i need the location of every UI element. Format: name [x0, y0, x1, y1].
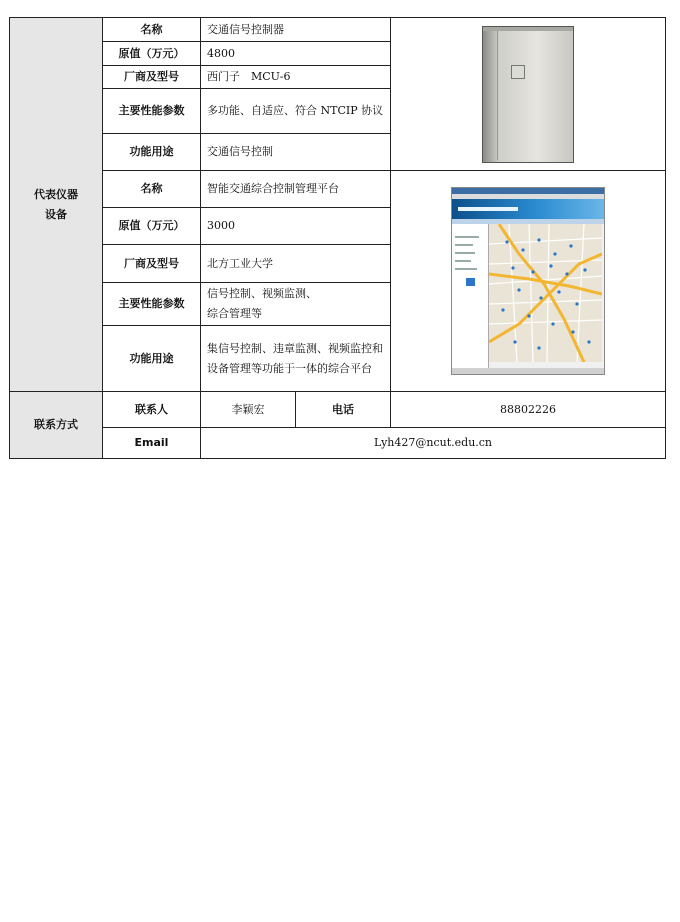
section-label-line-1: 代表仪器: [34, 187, 78, 201]
equipment-table: [9, 17, 666, 459]
section-label-line-2: 设备: [45, 207, 67, 221]
device2-image-cell: [391, 171, 666, 392]
device2-params-line-1: 信号控制、视频监测、: [207, 287, 317, 300]
device1-image-cell: [391, 18, 666, 171]
device2-maker: 北方工业大学: [201, 245, 391, 283]
device2-params: [201, 283, 391, 326]
city-map: [489, 224, 602, 362]
device1-name: 交通信号控制器: [201, 18, 391, 42]
device1-maker: 西门子 MCU-6: [201, 66, 391, 89]
device2-params-line-2: 综合管理等: [207, 307, 262, 320]
device2-usage-label: 功能用途: [103, 326, 201, 392]
device1-usage-label: 功能用途: [103, 134, 201, 171]
contact-phone-label: 电话: [296, 392, 391, 428]
device2-usage: 集信号控制、违章监测、视频监控和设备管理等功能于一体的综合平台: [201, 326, 391, 392]
device1-maker-label: 厂商及型号: [103, 66, 201, 89]
contact-label: 联系方式: [10, 392, 103, 459]
contact-person: 李颖宏: [201, 392, 296, 428]
device2-params-label: 主要性能参数: [103, 283, 201, 326]
device2-value-label: 原值（万元）: [103, 208, 201, 245]
device2-maker-label: 厂商及型号: [103, 245, 201, 283]
contact-email-label: Email: [103, 428, 201, 459]
section-label-cell: [10, 18, 103, 392]
contact-person-label: 联系人: [103, 392, 201, 428]
device1-value-label: 原值（万元）: [103, 42, 201, 66]
contact-phone: 88802226: [391, 392, 666, 428]
device2-name-label: 名称: [103, 171, 201, 208]
device1-params-label: 主要性能参数: [103, 89, 201, 134]
device1-params: 多功能、自适应、符合 NTCIP 协议: [201, 89, 391, 134]
device2-value: 3000: [201, 208, 391, 245]
device1-usage: 交通信号控制: [201, 134, 391, 171]
platform-screenshot: [451, 187, 605, 375]
device1-value: 4800: [201, 42, 391, 66]
device2-name: 智能交通综合控制管理平台: [201, 171, 391, 208]
device1-name-label: 名称: [103, 18, 201, 42]
contact-email[interactable]: Lyh427@ncut.edu.cn: [201, 428, 666, 459]
cabinet-photo: [482, 26, 574, 163]
